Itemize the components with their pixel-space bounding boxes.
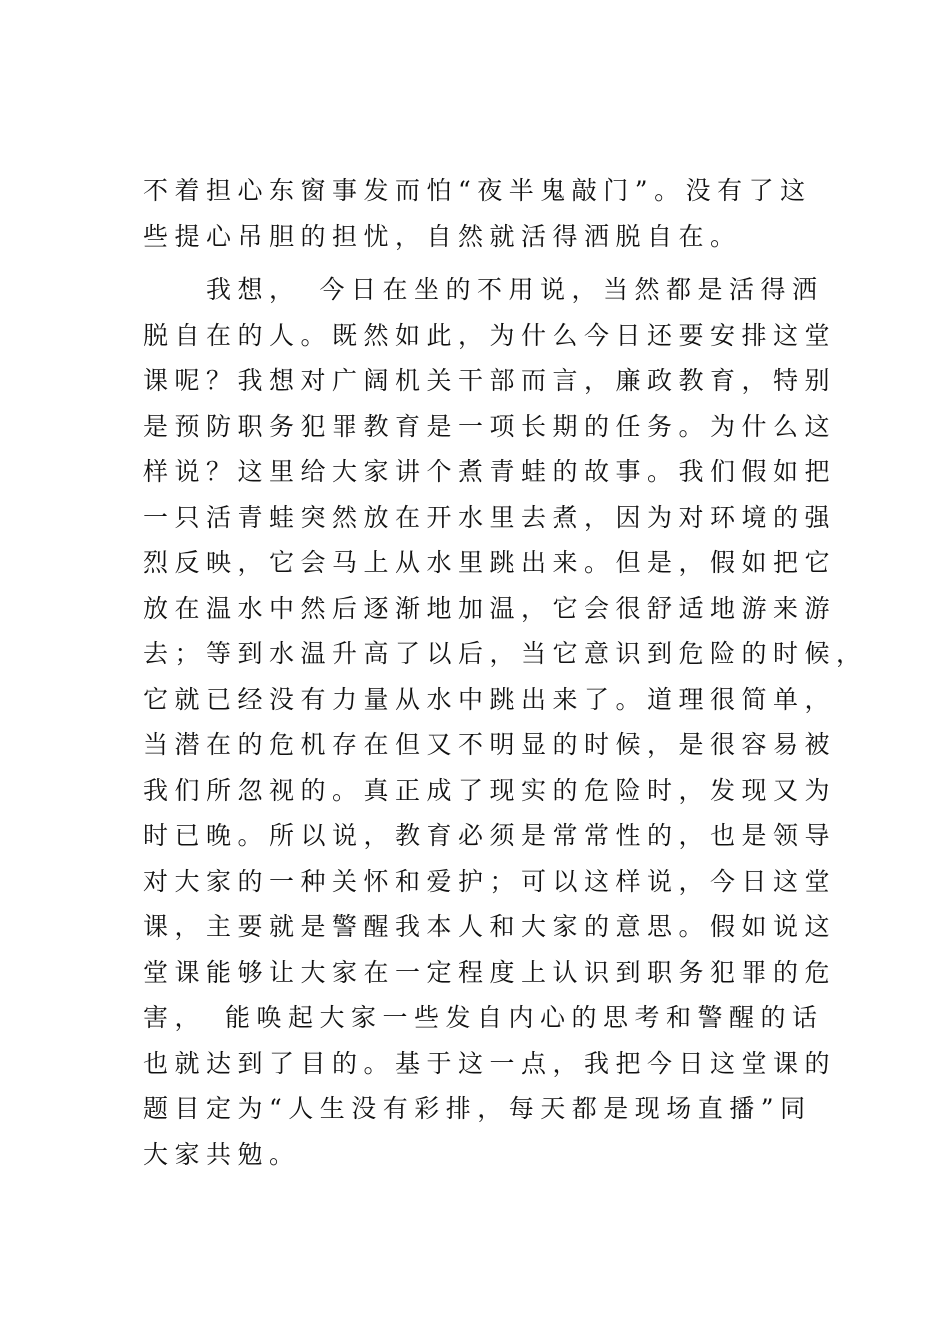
text-line: 烈反映，它会马上从水里跳出来。但是，假如把它 <box>143 548 837 577</box>
text-line: 去；等到水温升高了以后，当它意识到危险的时候， <box>143 639 868 668</box>
text-line: 不着担心东窗事发而怕“夜半鬼敲门”。没有了这 <box>143 176 812 205</box>
text-line: 一只活青蛙突然放在开水里去煮，因为对环境的强 <box>143 502 837 532</box>
text-line: 大家共勉。 <box>143 1139 301 1169</box>
text-line: 对大家的一种关怀和爱护；可以这样说，今日这堂 <box>143 866 837 896</box>
text-line: 样说？这里给大家讲个煮青蛙的故事。我们假如把 <box>143 457 837 486</box>
body-text <box>143 168 868 1177</box>
paragraph-gap <box>143 259 813 267</box>
text-line: 时已晚。所以说，教育必须是常常性的，也是领导 <box>143 821 837 850</box>
text-line: 是预防职务犯罪教育是一项长期的任务。为什么这 <box>143 411 837 441</box>
text-line: 脱自在的人。既然如此，为什么今日还要安排这堂 <box>143 320 837 350</box>
text-line: 堂课能够让大家在一定程度上认识到职务犯罪的危 <box>143 957 837 987</box>
text-line: 害， 能唤起大家一些发自内心的思考和警醒的话 <box>143 1003 824 1032</box>
text-line: 课，主要就是警醒我本人和大家的意思。假如说这 <box>143 912 837 941</box>
text-line: 我想， 今日在坐的不用说，当然都是活得洒 <box>143 275 824 304</box>
text-line: 也就达到了目的。基于这一点，我把今日这堂课的 <box>143 1048 837 1078</box>
text-line: 我们所忽视的。真正成了现实的危险时，发现又为 <box>143 775 837 805</box>
text-line: 课呢？我想对广阔机关干部而言，廉政教育，特别 <box>143 366 837 395</box>
text-line: 题目定为“人生没有彩排，每天都是现场直播”同 <box>143 1094 812 1123</box>
text-line: 当潜在的危机存在但又不明显的时候，是很容易被 <box>143 730 837 759</box>
text-line: 放在温水中然后逐渐地加温，它会很舒适地游来游 <box>143 593 837 623</box>
text-line: 它就已经没有力量从水中跳出来了。道理很简单， <box>143 684 837 714</box>
text-line: 些提心吊胆的担忧，自然就活得洒脱自在。 <box>143 221 742 251</box>
